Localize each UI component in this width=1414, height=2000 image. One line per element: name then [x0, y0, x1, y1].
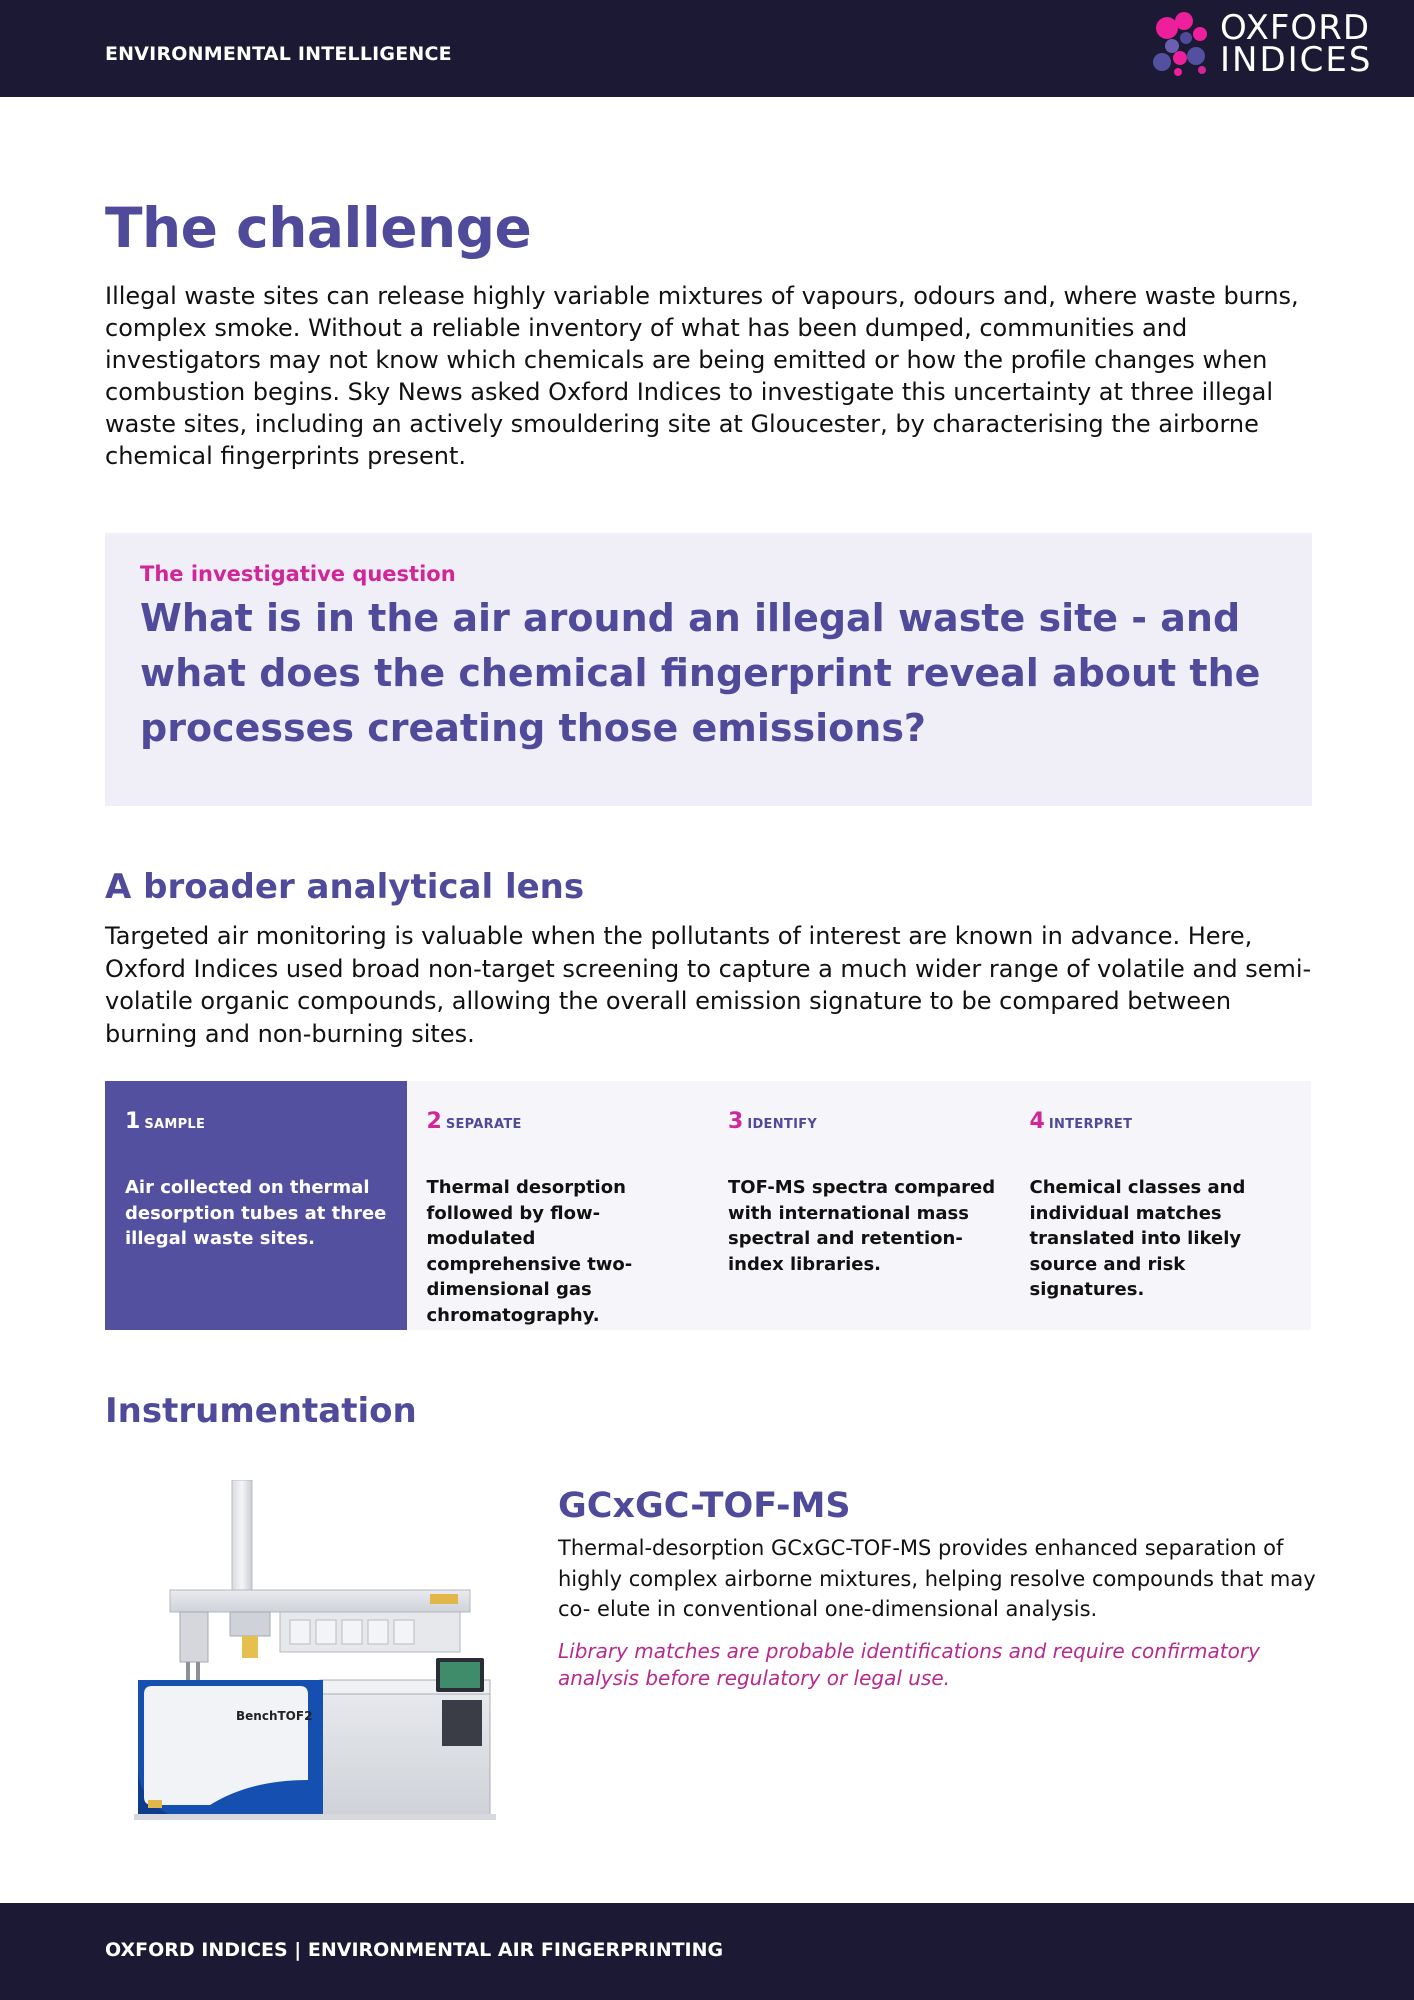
step-number: 2 — [426, 1109, 442, 1134]
challenge-title: The challenge — [105, 196, 532, 260]
instrument-body: Thermal-desorption GCxGC-TOF-MS provides enhanced separation of highly complex airborne mixtures, helping resolve compounds that may co- elute in conventional one-dimensional analysis. — [558, 1536, 1316, 1621]
step-description: Air collected on thermal desorption tubes at three illegal waste sites. — [125, 1177, 387, 1249]
investigative-question-panel — [105, 533, 1312, 806]
step-description: Thermal desorption followed by flow-modulated comprehensive two- dimensional gas chromatography. — [426, 1177, 633, 1326]
challenge-body: Illegal waste sites can release highly variable mixtures of vapours, odours and, where waste burns, complex smoke. Without a reliable inventory of what has been dumped, communities and investigators may not know which chemicals are being emitted or how the profile changes when combustion begins. Sky News asked Oxford Indices to investigate this uncertainty at three illegal waste sites, including an actively smouldering site at Gloucester, by characterising the airborne chemical fingerprints present. — [105, 282, 1299, 470]
lens-body: Targeted air monitoring is valuable when the pollutants of interest are known in advance. Here, Oxford Indices used broad non-target screening to capture a much wider range of volatile and semi-volatile organic compounds, allowing the overall emission signature to be compared between burning and non-burning sites. — [105, 922, 1312, 1048]
step-description: TOF-MS spectra compared with international mass spectral and retention-index libraries. — [728, 1177, 996, 1275]
step-sample — [105, 1081, 407, 1330]
logo-word-indices: INDICES — [1220, 40, 1373, 80]
step-identify — [708, 1081, 1010, 1330]
footer-text: OXFORD INDICES | ENVIRONMENTAL AIR FINGERPRINTING — [105, 1939, 724, 1961]
molecule-logo-icon — [1150, 10, 1216, 76]
oxford-indices-logo — [1150, 10, 1400, 80]
step-number: 3 — [728, 1109, 744, 1134]
step-tag: SAMPLE — [144, 1117, 206, 1132]
step-number: 1 — [125, 1109, 141, 1134]
process-steps — [105, 1081, 1311, 1330]
step-tag: IDENTIFY — [747, 1117, 818, 1132]
step-interpret — [1010, 1081, 1312, 1330]
question-text: What is in the air around an illegal waste site - and what does the chemical fingerprint reveal about the processes creating those emissions? — [140, 596, 1261, 750]
step-tag: INTERPRET — [1048, 1117, 1133, 1132]
lens-title: A broader analytical lens — [105, 867, 585, 907]
logo-word-oxford: OXFORD — [1220, 8, 1371, 48]
instrument-subtitle: GCxGC-TOF-MS — [558, 1486, 851, 1526]
gc-instrument-illustration — [130, 1480, 500, 1820]
step-number: 4 — [1029, 1109, 1045, 1134]
question-eyebrow: The investigative question — [140, 562, 456, 586]
step-description: Chemical classes and individual matches translated into likely source and risk signatures. — [1029, 1177, 1246, 1300]
step-tag: SEPARATE — [445, 1117, 522, 1132]
instrumentation-title: Instrumentation — [105, 1391, 417, 1431]
step-separate — [407, 1081, 709, 1330]
instrument-image — [130, 1480, 500, 1820]
top-bar — [0, 0, 1414, 97]
section-label: ENVIRONMENTAL INTELLIGENCE — [105, 43, 452, 65]
instrument-label: BenchTOF2 — [236, 1709, 313, 1723]
instrument-note: Library matches are probable identifications and require confirmatory analysis before regulatory or legal use. — [558, 1639, 1260, 1690]
footer-bar — [0, 1903, 1414, 2000]
